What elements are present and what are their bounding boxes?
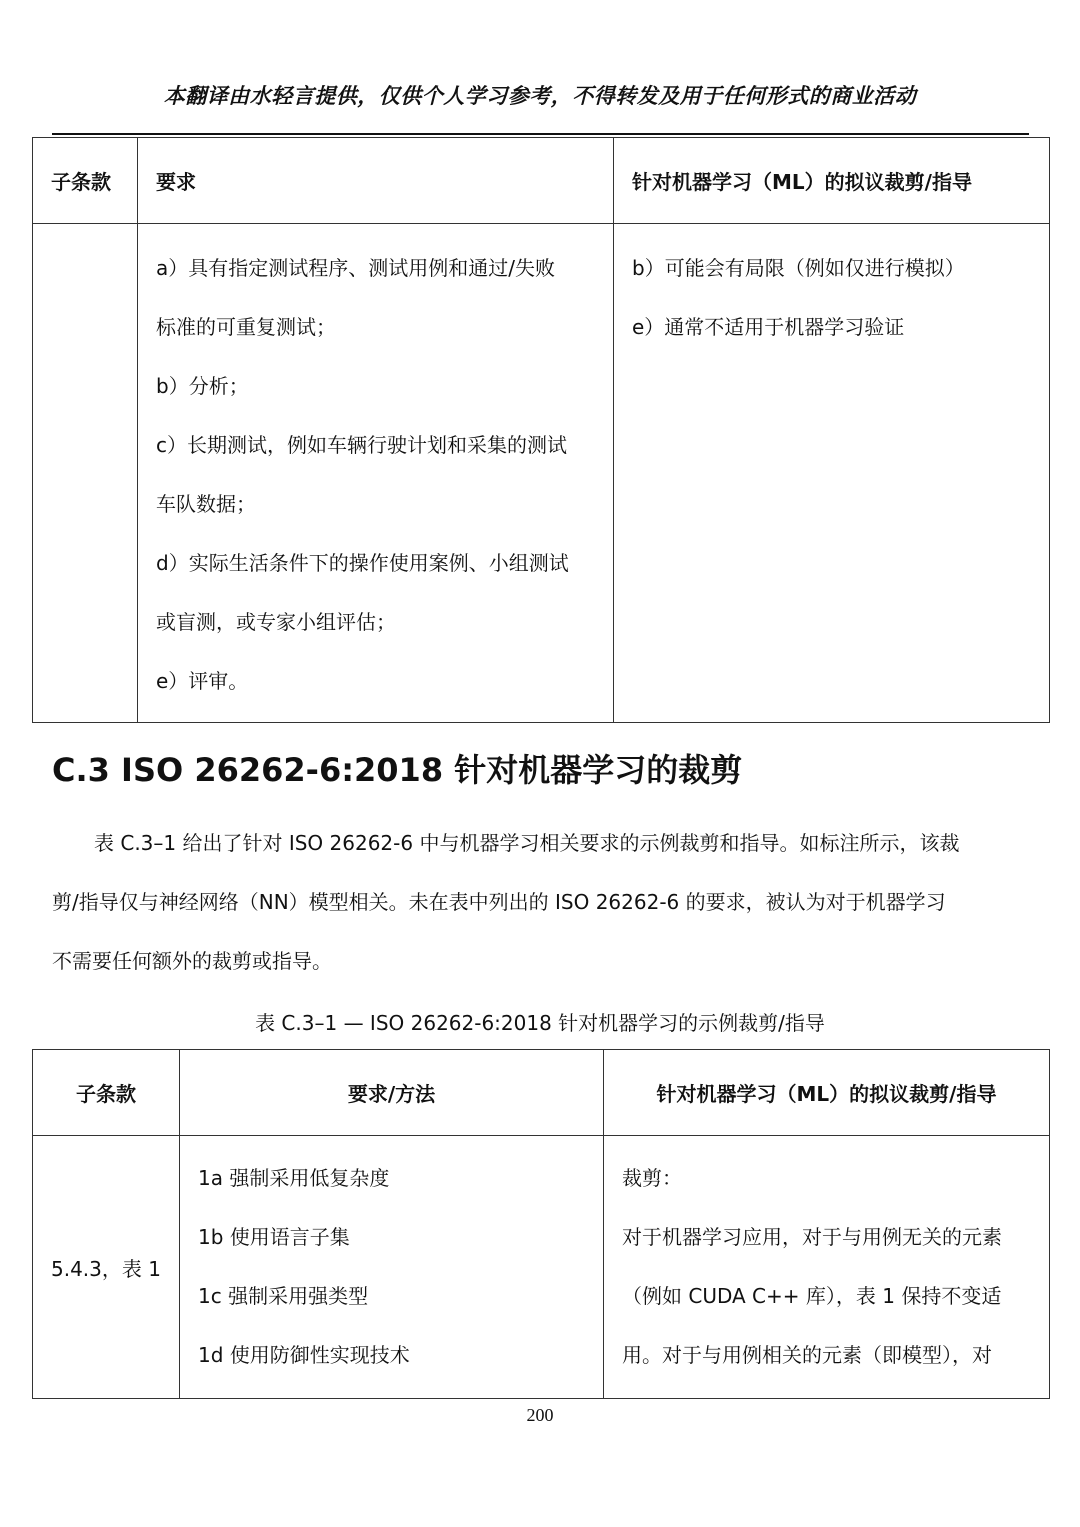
guidance-line: 裁剪： bbox=[622, 1166, 682, 1190]
column-header-ml-guidance: 针对机器学习（ML）的拟议裁剪/指导 bbox=[604, 1050, 1050, 1136]
guidance-line: e）通常不适用于机器学习验证 bbox=[632, 315, 905, 339]
paragraph-line: 剪/指导仅与神经网络（NN）模型相关。未在表中列出的 ISO 26262-6 的要求，被认为对于机器学习 bbox=[52, 890, 946, 914]
table-header-row bbox=[33, 1050, 1050, 1136]
guidance-line: 对于机器学习应用，对于与用例无关的元素 bbox=[622, 1225, 1002, 1249]
requirement-cell bbox=[138, 224, 614, 723]
translation-notice: 本翻译由水轻言提供，仅供个人学习参考，不得转发及用于任何形式的商业活动 bbox=[163, 84, 917, 108]
table-row bbox=[33, 224, 1050, 723]
method-line: 1d 使用防御性实现技术 bbox=[198, 1343, 410, 1367]
requirement-line: c）长期测试，例如车辆行驶计划和采集的测试 bbox=[156, 433, 567, 457]
section-heading: C.3 ISO 26262-6:2018 针对机器学习的裁剪 bbox=[52, 751, 743, 789]
column-header-clause: 子条款 bbox=[33, 1050, 180, 1136]
paragraph-line: 表 C.3–1 给出了针对 ISO 26262-6 中与机器学习相关要求的示例裁剪和指导。如标注所示，该裁 bbox=[94, 831, 960, 855]
guidance-line: b）可能会有局限（例如仅进行模拟） bbox=[632, 256, 965, 280]
table-caption: 表 C.3–1 — ISO 26262-6:2018 针对机器学习的示例裁剪/指导 bbox=[255, 1011, 825, 1035]
requirement-line: b）分析； bbox=[156, 374, 249, 398]
guidance-line: （例如 CUDA C++ 库），表 1 保持不变适 bbox=[622, 1284, 1002, 1308]
paragraph-line: 不需要任何额外的裁剪或指导。 bbox=[52, 949, 332, 973]
header-divider bbox=[52, 133, 1029, 135]
requirements-table-continued bbox=[32, 137, 1050, 723]
requirement-line: 或盲测，或专家小组评估； bbox=[156, 610, 396, 634]
clause-cell: 5.4.3，表 1 bbox=[33, 1136, 180, 1399]
table-header-row bbox=[33, 138, 1050, 224]
requirement-line: 标准的可重复测试； bbox=[156, 315, 336, 339]
ml-guidance-cell bbox=[604, 1136, 1050, 1399]
clause-cell bbox=[33, 224, 138, 723]
method-line: 1c 强制采用强类型 bbox=[198, 1284, 369, 1308]
method-line: 1a 强制采用低复杂度 bbox=[198, 1166, 390, 1190]
requirement-line: e）评审。 bbox=[156, 669, 249, 693]
method-cell bbox=[180, 1136, 604, 1399]
table-row bbox=[33, 1136, 1050, 1399]
ml-guidance-cell bbox=[614, 224, 1050, 723]
ml-tailoring-table bbox=[32, 1049, 1050, 1399]
guidance-line: 用。对于与用例相关的元素（即模型），对 bbox=[622, 1343, 992, 1367]
column-header-ml-guidance: 针对机器学习（ML）的拟议裁剪/指导 bbox=[614, 138, 1050, 224]
requirement-line: a）具有指定测试程序、测试用例和通过/失败 bbox=[156, 256, 555, 280]
requirement-line: 车队数据； bbox=[156, 492, 256, 516]
column-header-method: 要求/方法 bbox=[180, 1050, 604, 1136]
body-paragraph bbox=[52, 814, 1028, 991]
requirement-line: d）实际生活条件下的操作使用案例、小组测试 bbox=[156, 551, 569, 575]
column-header-requirement: 要求 bbox=[138, 138, 614, 224]
method-line: 1b 使用语言子集 bbox=[198, 1225, 350, 1249]
page-number: 200 bbox=[526, 1405, 554, 1425]
column-header-clause: 子条款 bbox=[33, 138, 138, 224]
